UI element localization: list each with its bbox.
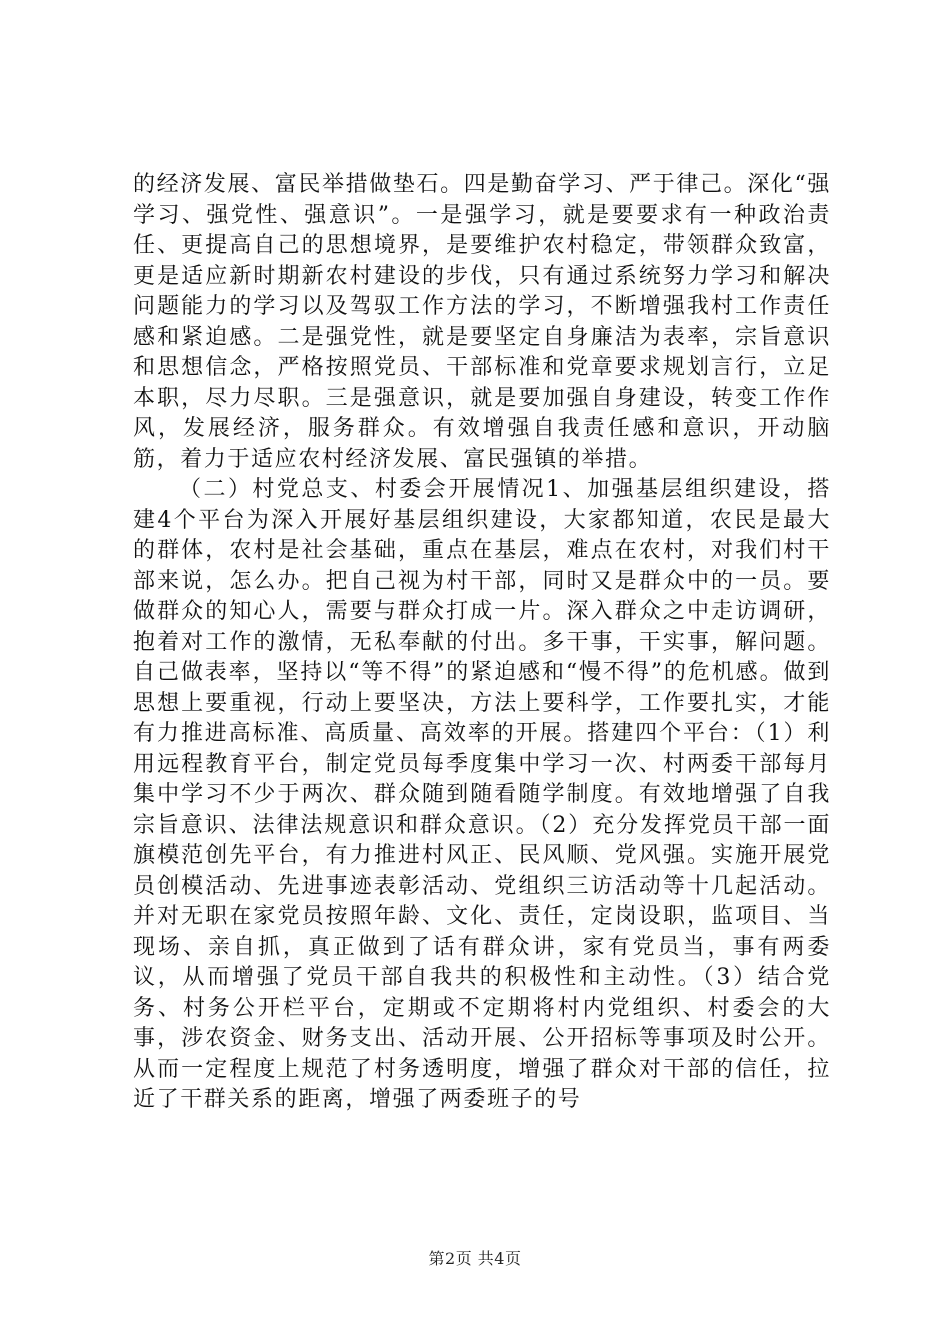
document-body: [133, 170, 831, 1116]
paragraph-2: （二）村党总支、村委会开展情况1、加强基层组织建设，搭建4个平台为深入开展好基层组织建设，大家都知道，农民是最大的群体，农村是社会基础，重点在基层，难点在农村，对我们村干部来说，怎么办。把自己视为村干部，同时又是群众中的一员。要做群众的知心人，需要与群众打成一片。深入群众之中走访调研，抱着对工作的激情，无私奉献的付出。多干事，干实事，解问题。自己做表率，坚持以“等不得”的紧迫感和“慢不得”的危机感。做到思想上要重视，行动上要坚决，方法上要科学，工作要扎实，才能有力推进高标准、高质量、高效率的开展。搭建四个平台：（1）利用远程教育平台，制定党员每季度集中学习一次、村两委干部每月集中学习不少于两次、群众随到随看随学制度。有效地增强了自我宗旨意识、法律法规意识和群众意识。（2）充分发挥党员干部一面旗模范创先平台，有力推进村风正、民风顺、党风强。实施开展党员创模活动、先进事迹表彰活动、党组织三访活动等十几起活动。并对无职在家党员按照年龄、文化、责任，定岗设职，监项目、当现场、亲自抓，真正做到了话有群众讲，家有党员当，事有两委议，从而增强了党员干部自我共的积极性和主动性。（3）结合党务、村务公开栏平台，定期或不定期将村内党组织、村委会的大事，涉农资金、财务支出、活动开展、公开招标等事项及时公开。从而一定程度上规范了村务透明度，增强了群众对干部的信任，拉近了干群关系的距离，增强了两委班子的号: [133, 477, 831, 1112]
page-number: 第2页 共4页: [428, 1249, 522, 1268]
paragraph-1: 的经济发展、富民举措做垫石。四是勤奋学习、严于律己。深化“强学习、强党性、强意识”。一是强学习，就是要要求有一种政治责任、更提高自己的思想境界，是要维护农村稳定，带领群众致富，更是适应新时期新农村建设的步伐，只有通过系统努力学习和解决问题能力的学习以及驾驭工作方法的学习，不断增强我村工作责任感和紧迫感。二是强党性，就是要坚定自身廉洁为表率，宗旨意识和思想信念，严格按照党员、干部标准和党章要求规划言行，立足本职，尽力尽职。三是强意识，就是要加强自身建设，转变工作作风，发展经济，服务群众。有效增强自我责任感和意识，开动脑筋，着力于适应农村经济发展、富民强镇的举措。: [133, 172, 831, 472]
